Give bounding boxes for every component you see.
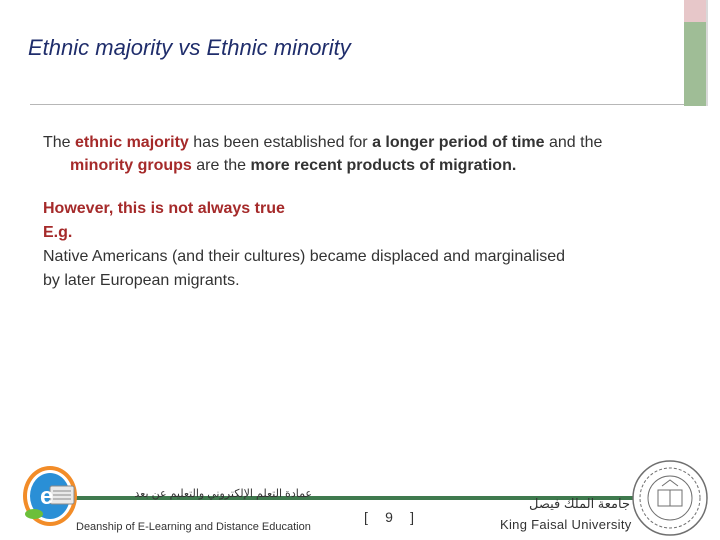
accent-block-green [684,22,708,106]
emphasis-minority-groups: minority groups [70,157,192,174]
deanship-arabic-name: عمادة التعلم الإلكتروني والتعليم عن بعد [134,488,312,500]
bracket-close: ] [410,509,414,525]
bracket-open: [ [364,509,368,525]
page-number [364,509,414,525]
body-paragraph [43,131,683,177]
example-block [43,197,683,293]
emphasis-recent-migration: more recent products of migration. [250,157,517,174]
caveat-line: However, this is not always true [43,200,285,217]
example-label: E.g. [43,224,73,241]
text-run: has been established for [188,134,373,151]
text-run: are the [191,157,251,174]
example-line-1: Native Americans (and their cultures) became displaced and marginalised [43,248,566,265]
title-underline [30,104,684,105]
university-seal-icon [628,458,712,538]
svg-text:e: e [40,483,54,510]
university-english-name: King Faisal University [500,517,632,532]
text-run: and the [544,134,603,151]
page-number-value: 9 [385,509,393,525]
emphasis-ethnic-majority: ethnic majority [75,134,189,151]
university-arabic-name: جامعة الملك فيصل [528,496,630,511]
elearning-e-logo-icon [20,456,80,528]
indent-wrap [43,157,516,174]
example-line-2: by later European migrants. [43,272,240,289]
deanship-english-name: Deanship of E-Learning and Distance Education [76,521,311,533]
accent-divider [706,0,708,106]
slide-title: Ethnic majority vs Ethnic minority [28,35,351,60]
text-run: The [43,134,76,151]
emphasis-longer-period: a longer period of time [372,134,545,151]
accent-block-pink [684,0,708,22]
